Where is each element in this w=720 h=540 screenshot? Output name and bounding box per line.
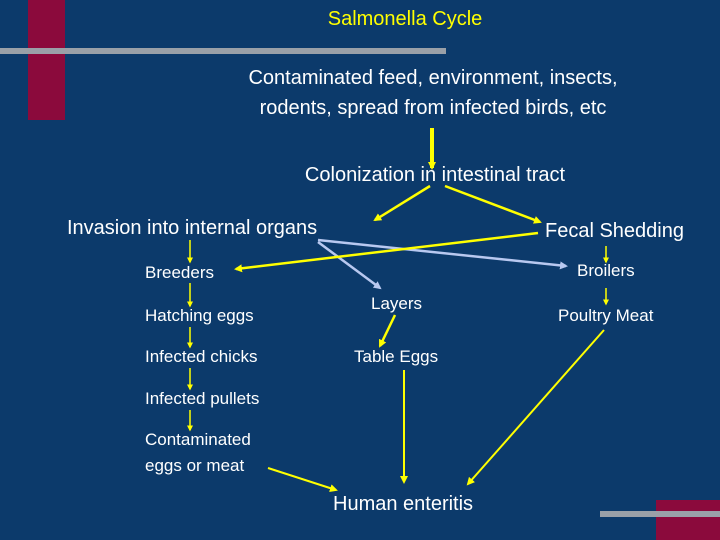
arrow-invasion-to-layers <box>318 242 380 288</box>
node-invasion: Invasion into internal organs <box>67 217 318 239</box>
node-poultry-meat: Poultry Meat <box>558 306 654 325</box>
node-layers: Layers <box>371 294 423 313</box>
arrow-poultry-meat-to-enteritis <box>468 330 604 484</box>
node-infected-pullets: Infected pullets <box>145 389 260 408</box>
arrow-colonization-to-fecal <box>445 186 540 222</box>
node-human-enteritis: Human enteritis <box>333 493 474 515</box>
node-sources-line1: Contaminated feed, environment, insects, <box>248 67 618 89</box>
node-contaminated-line2: eggs or meat <box>145 456 245 475</box>
arrow-contaminated-to-enteritis <box>268 468 336 490</box>
node-colonization: Colonization in intestinal tract <box>304 164 566 186</box>
arrow-colonization-to-invasion <box>375 186 430 220</box>
node-hatching-eggs: Hatching eggs <box>145 306 254 325</box>
node-table-eggs: Table Eggs <box>354 347 439 366</box>
node-contaminated-line1: Contaminated <box>145 430 251 449</box>
node-broilers: Broilers <box>577 261 635 280</box>
node-fecal-shedding: Fecal Shedding <box>545 220 684 242</box>
node-infected-chicks: Infected chicks <box>145 347 258 366</box>
node-sources-line2: rodents, spread from infected birds, etc <box>259 97 607 119</box>
arrow-layers-to-table-eggs <box>380 315 395 346</box>
node-breeders: Breeders <box>145 263 214 282</box>
slide-title: Salmonella Cycle <box>327 8 483 30</box>
